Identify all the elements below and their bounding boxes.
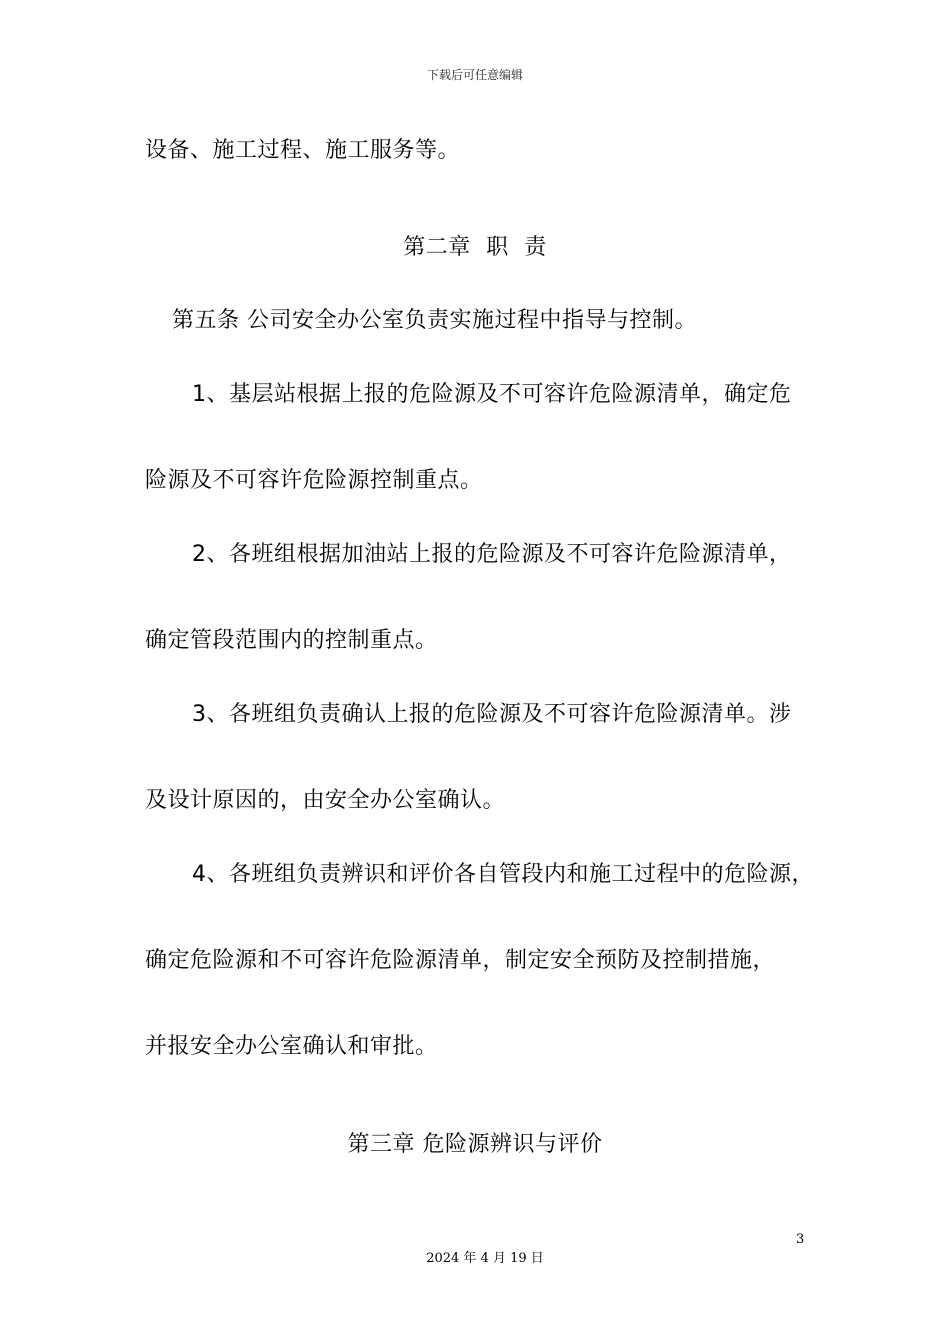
page-header: 下载后可任意编辑: [426, 68, 523, 82]
item-2-line-2: 确定管段范围内的控制重点。: [145, 628, 438, 653]
article-5-heading: 第五条 公司安全办公室负责实施过程中指导与控制。: [172, 308, 697, 333]
body-line-continuation: 设备、施工过程、施工服务等。: [145, 138, 461, 163]
item-4-line-1: 4、各班组负责辨识和评价各自管段内和施工过程中的危险源，: [192, 862, 814, 887]
item-3-line-1: 3、各班组负责确认上报的危险源及不可容许危险源清单。涉: [192, 702, 792, 727]
item-1-line-1: 1、基层站根据上报的危险源及不可容许危险源清单，确定危: [192, 382, 792, 407]
item-1-line-2: 险源及不可容许危险源控制重点。: [145, 468, 483, 493]
chapter-heading-2: 第二章 职 责: [403, 235, 547, 260]
footer-date: 2024 年 4 月 19 日: [426, 1251, 544, 1266]
item-2-line-1: 2、各班组根据加油站上报的危险源及不可容许危险源清单，: [192, 542, 792, 567]
item-4-line-2: 确定危险源和不可容许危险源清单，制定安全预防及控制措施，: [145, 948, 776, 973]
item-4-line-3: 并报安全办公室确认和审批。: [145, 1034, 438, 1059]
chapter-heading-3: 第三章 危险源辨识与评价: [347, 1132, 603, 1157]
page-number: 3: [796, 1232, 805, 1247]
item-3-line-2: 及设计原因的，由安全办公室确认。: [145, 788, 506, 813]
